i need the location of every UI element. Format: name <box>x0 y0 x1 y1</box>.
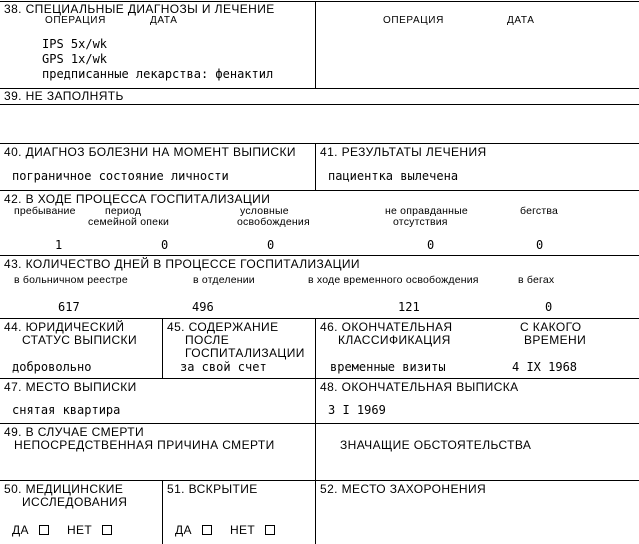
divider <box>0 104 639 105</box>
section-43-title: 43. КОЛИЧЕСТВО ДНЕЙ В ПРОЦЕССЕ ГОСПИТАЛИЗАЦИИ <box>4 257 360 271</box>
section-46-title: КЛАССИФИКАЦИЯ <box>338 333 451 347</box>
divider <box>315 143 316 190</box>
section-48-title: 48. ОКОНЧАТЕЛЬНАЯ ВЫПИСКА <box>320 380 519 394</box>
date-column-header: ДАТА <box>507 15 535 26</box>
treatment-entry: IPS 5x/wk <box>42 37 108 51</box>
section-44-title: СТАТУС ВЫПИСКИ <box>22 333 137 347</box>
temporary-release-days-value: 121 <box>398 300 420 314</box>
section-40-title: 40. ДИАГНОЗ БОЛЕЗНИ НА МОМЕНТ ВЫПИСКИ <box>4 145 296 159</box>
escapes-count-value: 0 <box>536 238 544 252</box>
discharge-place-value: снятая квартира <box>12 403 121 417</box>
column-header-temporary-release: в ходе временного освобождения <box>308 274 479 286</box>
section-49-title: 49. В СЛУЧАЕ СМЕРТИ <box>4 425 145 439</box>
divider <box>0 190 639 191</box>
column-header-on-the-run: в бегах <box>518 274 555 286</box>
divider <box>0 255 639 256</box>
no-checkbox[interactable] <box>265 525 275 535</box>
yes-checkbox[interactable] <box>202 525 212 535</box>
no-checkbox[interactable] <box>102 525 112 535</box>
department-days-value: 496 <box>192 300 214 314</box>
section-52-title: 52. МЕСТО ЗАХОРОНЕНИЯ <box>320 482 487 496</box>
since-when-header: С КАКОГО <box>520 320 582 334</box>
column-header-conditional-release: условные <box>240 205 289 217</box>
operation-column-header: ОПЕРАЦИЯ <box>45 15 106 26</box>
on-the-run-days-value: 0 <box>545 300 553 314</box>
legal-status-value: добровольно <box>12 360 92 374</box>
significant-circumstances-header: ЗНАЧАЩИЕ ОБСТОЯТЕЛЬСТВА <box>340 438 532 452</box>
unjustified-absence-count-value: 0 <box>427 238 435 252</box>
discharge-diagnosis-value: пограничное состояние личности <box>12 169 229 183</box>
section-49-title: НЕПОСРЕДСТВЕННАЯ ПРИЧИНА СМЕРТИ <box>14 438 275 452</box>
treatment-entry: GPS 1x/wk <box>42 52 108 66</box>
divider <box>0 318 639 319</box>
divider <box>162 318 163 378</box>
column-header-hospital-registry: в больничном реестре <box>14 274 128 286</box>
final-discharge-date-value: 3 I 1969 <box>328 403 386 417</box>
final-classification-value: временные визиты <box>330 360 446 374</box>
column-header-unjustified-absence: отсутствия <box>393 216 448 228</box>
yes-checkbox[interactable] <box>39 525 49 535</box>
no-label: НЕТ <box>66 523 93 537</box>
section-50-title: ИССЛЕДОВАНИЯ <box>22 495 128 509</box>
stay-count-value: 1 <box>55 238 63 252</box>
section-44-title: 44. ЮРИДИЧЕСКИЙ <box>4 320 125 334</box>
section-46-title: 46. ОКОНЧАТЕЛЬНАЯ <box>320 320 453 334</box>
column-header-in-department: в отделении <box>193 274 255 286</box>
section-42-title: 42. В ХОДЕ ПРОЦЕССА ГОСПИТАЛИЗАЦИИ <box>4 192 271 206</box>
section-50-title: 50. МЕДИЦИНСКИЕ <box>4 482 124 496</box>
yes-label: ДА <box>12 523 29 537</box>
section-45-title: ПОСЛЕ <box>185 333 230 347</box>
column-header-family-care: период <box>105 205 142 217</box>
divider <box>162 480 163 544</box>
prescribed-medication-entry: предписанные лекарства: фенактил <box>42 67 274 81</box>
date-column-header: ДАТА <box>150 15 178 26</box>
yes-label: ДА <box>175 523 192 537</box>
divider <box>0 423 639 424</box>
treatment-result-value: пациентка вылечена <box>328 169 459 183</box>
section-39-title: 39. НЕ ЗАПОЛНЯТЬ <box>4 89 124 103</box>
conditional-release-count-value: 0 <box>267 238 275 252</box>
autopsy-yes-no-row <box>175 524 275 537</box>
section-45-title: ГОСПИТАЛИЗАЦИИ <box>185 346 305 360</box>
divider <box>315 318 316 544</box>
column-header-family-care: семейной опеки <box>88 216 170 228</box>
operation-column-header: ОПЕРАЦИЯ <box>383 15 444 26</box>
divider <box>0 143 639 144</box>
section-45-title: 45. СОДЕРЖАНИЕ <box>167 320 279 334</box>
post-hospital-support-value: за свой счет <box>180 360 267 374</box>
divider <box>0 480 639 481</box>
since-when-date-value: 4 IX 1968 <box>512 360 578 374</box>
column-header-unjustified-absence: не оправданные <box>385 205 468 217</box>
since-when-header: ВРЕМЕНИ <box>524 333 587 347</box>
divider <box>315 1 316 88</box>
medical-research-yes-no-row <box>12 524 112 537</box>
column-header-stay: пребывание <box>14 205 76 217</box>
registry-days-value: 617 <box>58 300 80 314</box>
no-label: НЕТ <box>229 523 256 537</box>
column-header-escapes: бегства <box>520 205 559 217</box>
divider <box>0 378 639 379</box>
column-header-conditional-release: освобождения <box>237 216 310 228</box>
family-care-count-value: 0 <box>161 238 169 252</box>
section-41-title: 41. РЕЗУЛЬТАТЫ ЛЕЧЕНИЯ <box>320 145 487 159</box>
section-51-title: 51. ВСКРЫТИЕ <box>167 482 258 496</box>
section-38-title: 38. СПЕЦИАЛЬНЫЕ ДИАГНОЗЫ И ЛЕЧЕНИЕ <box>4 2 275 16</box>
section-47-title: 47. МЕСТО ВЫПИСКИ <box>4 380 137 394</box>
